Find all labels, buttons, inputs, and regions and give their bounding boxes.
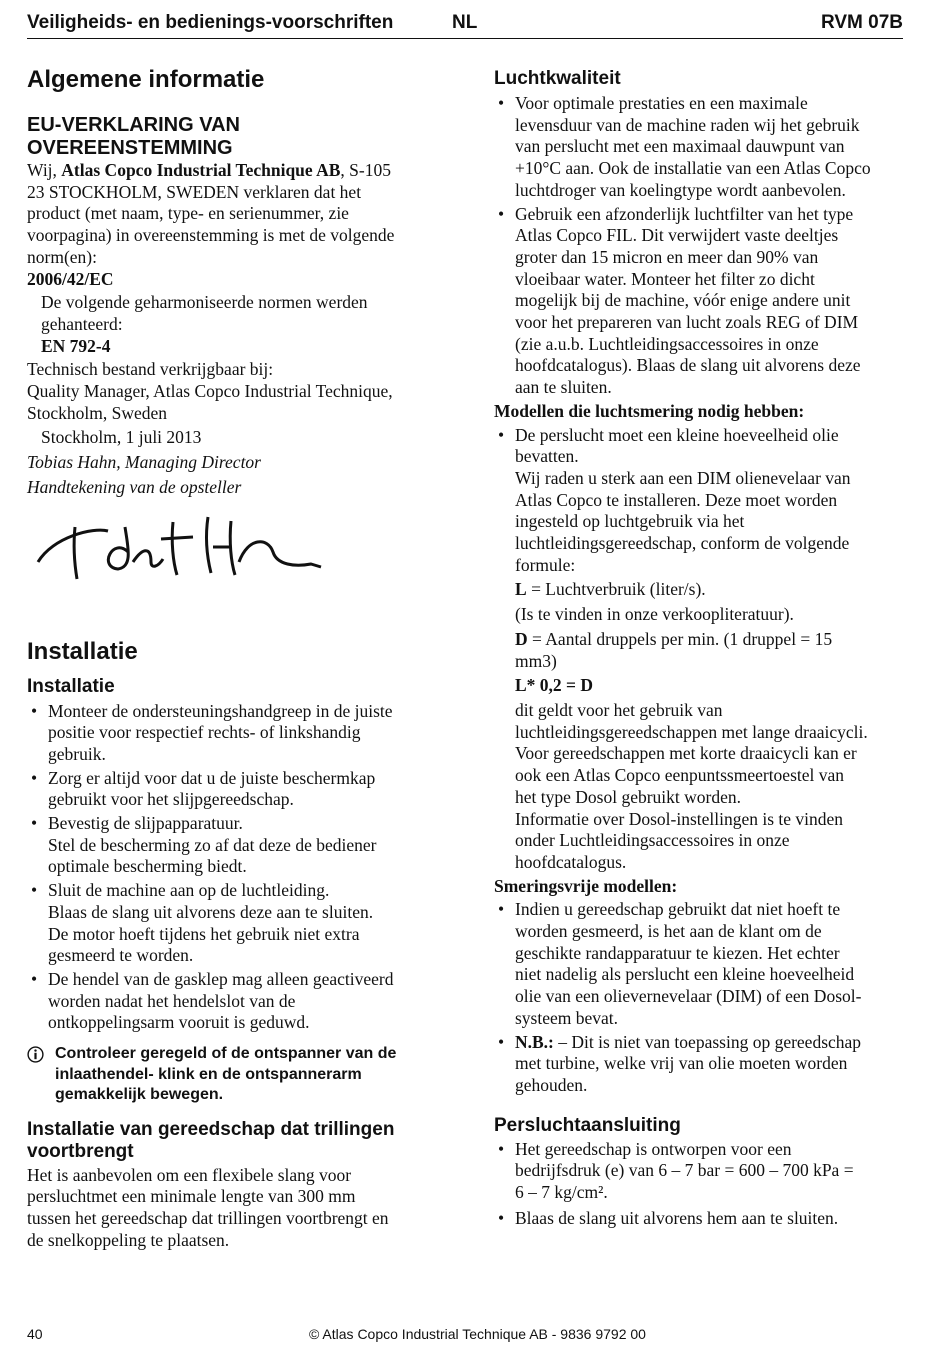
- list-item: • Het gereedschap is ontworpen voor een bedrijfsdruk (e) van 6 – 7 bar = 600 – 700 kPa = 6 – 7 kg/cm².: [498, 1138, 854, 1203]
- subsection-title-air-connection: Persluchtaansluiting: [494, 1114, 681, 1136]
- harmonised-standards-text: De volgende geharmoniseerde normen werden gehanteerd:: [41, 292, 368, 334]
- info-note: Controleer geregeld of de ontspanner van de inlaathendel- klink en de ontspannerarm gemakkelijk bewegen.: [27, 1044, 442, 1106]
- subsection-title-vibration: Installatie van gereedschap dat trillingen voortbrengt: [27, 1118, 395, 1162]
- list-item: • De hendel van de gasklep mag alleen geactiveerd worden nadat het hendelslot van de ontkoppelingsarm vooruit is geduwd.: [31, 968, 394, 1033]
- section-title-installation: Installatie: [27, 637, 138, 665]
- left-column: [27, 60, 442, 1251]
- info-icon: [27, 1046, 44, 1070]
- page-header: [27, 12, 903, 39]
- lubrication-free-list: [494, 899, 908, 1096]
- declaration-text: Wij, Atlas Copco Industrial Technique AB, S-105 23 STOCKHOLM, SWEDEN verklaren dat het product (met naam, type- en serienummer, zie voorpagina) in overeenstemming is met de volgende norm(en):: [27, 160, 395, 267]
- list-item: • Bevestig de slijpapparatuur. Stel de bescherming zo af dat deze de bediener optimale bescherming biedt.: [31, 813, 377, 877]
- copyright: © Atlas Copco Industrial Technique AB - 9836 9792 00: [309, 1326, 646, 1342]
- formula: L* 0,2 = D: [515, 675, 594, 696]
- header-model: RVM 07B: [820, 12, 903, 33]
- technical-file-text: Technisch bestand verkrijgbaar bij: Quality Manager, Atlas Copco Industrial Technique, Stockholm, Sweden: [27, 359, 393, 423]
- signer-name: Tobias Hahn, Managing Director: [27, 452, 261, 473]
- list-item: • Indien u gereedschap gebruikt dat niet hoeft te worden gesmeerd, is het aan de klant om de geschikte randapparatuur te kiezen. Het echter niet nadelig als perslucht een kleine hoeveelheid olie van een olievernevelaar (DIM) of een Dosol- systeem bevat.: [498, 899, 862, 1028]
- air-quality-list: [494, 93, 908, 399]
- right-column: [494, 60, 908, 1231]
- lubrication-list: [494, 425, 908, 874]
- list-item: • N.B.: – Dit is niet van toepassing op gereedschap met turbine, welke vrij van olie moeten worden gehouden.: [498, 1031, 862, 1095]
- page-number: 40: [27, 1326, 43, 1342]
- installation-list: [27, 701, 442, 1035]
- section-title-general: Algemene informatie: [27, 66, 265, 93]
- list-item: • De perslucht moet een kleine hoeveelheid olie bevatten. Wij raden u sterk aan een DIM olienevelaar van Atlas Copco te installeren. Deze moet worden ingesteld op luchtgebruik via het luchtleidingsgereedschap, conform de volgende formule: L = Luchtverbruik (liter/s). (Is te vinden in onze verkoopliteratuur). D = Aantal druppels per min. (1 druppel = 15 mm3) L* 0,2 = D dit geldt voor het gebruik van luchtleidingsgereedschappen met lange draaicycli. Voor gereedschappen met korte draaicycli kan er ook een Atlas Copco eenpuntssmeertoestel van het type Dosol gebruikt worden. Informatie over Dosol-instellingen is te vinden onder Luchtleidingsaccessoires in onze hoofdcatalogus.: [494, 425, 908, 874]
- lubrication-heading: Modellen die luchtsmering nodig hebben:: [494, 400, 805, 421]
- list-item: • Monteer de ondersteuningshandgreep in de juiste positie voor respectief rechts- of linkshandig gebruik.: [31, 700, 393, 764]
- vibration-text: Het is aanbevolen om een flexibele slang voor persluchtmet een minimale lengte van 300 mm tussen het gereedschap dat trillingen voortbrengt en de snelkoppeling te plaatsen.: [27, 1164, 389, 1250]
- list-item: • Zorg er altijd voor dat u de juiste beschermkap gebruikt voor het slijpgereedschap.: [31, 767, 376, 810]
- header-title: Veiligheids- en bedienings-voorschriften: [27, 12, 394, 33]
- standard-number: EN 792-4: [41, 335, 111, 356]
- formula-see: (Is te vinden in onze verkoopliteratuur).: [515, 604, 794, 625]
- subsection-title-air-quality: Luchtkwaliteit: [494, 68, 621, 89]
- signature-image: [33, 507, 333, 592]
- header-language: NL: [452, 12, 478, 33]
- formula-l: L = Luchtverbruik (liter/s).: [515, 579, 706, 600]
- lubrication-free-heading: Smeringsvrije modellen:: [494, 875, 678, 896]
- signature-label: Handtekening van de opsteller: [27, 476, 242, 497]
- formula-d: D = Aantal druppels per min. (1 druppel = 15: [515, 628, 833, 649]
- signature: [27, 499, 442, 591]
- list-item: • Sluit de machine aan op de luchtleiding. Blaas de slang uit alvorens deze aan te sluiten. De motor hoeft tijdens het gebruik niet extra gesmeerd te worden.: [31, 880, 374, 966]
- list-item: • Blaas de slang uit alvorens hem aan te sluiten.: [498, 1207, 839, 1228]
- place-date: Stockholm, 1 juli 2013: [41, 427, 202, 448]
- air-connection-list: [494, 1139, 908, 1230]
- eu-declaration-title: EU-VERKLARING VAN OVEREENSTEMMING: [27, 114, 240, 159]
- list-item: • Voor optimale prestaties en een maximale levensduur van de machine raden wij het gebruik van perslucht met een maximaal dauwpunt van +10°C aan. Ook de installatie van een Atlas Copco luchtdroger van koelingtype wordt aanbevolen.: [498, 93, 871, 200]
- directive-number: 2006/42/EC: [27, 268, 114, 289]
- list-item: • Gebruik een afzonderlijk luchtfilter van het type Atlas Copco FIL. Dit verwijdert vaste deeltjes groter dan 15 micron en meer dan 90% van vloeibaar water. Monteer het filter zo dicht mogelijk bij de machine, vóór enige andere unit voor het prepareren van lucht zoals REG of DIM (zie a.u.b. Luchtleidingsaccessoires in onze hoofdcatalogus). Blaas de slang uit alvorens deze aan te sluiten.: [498, 203, 861, 398]
- subsection-title-installation: Installatie: [27, 675, 115, 697]
